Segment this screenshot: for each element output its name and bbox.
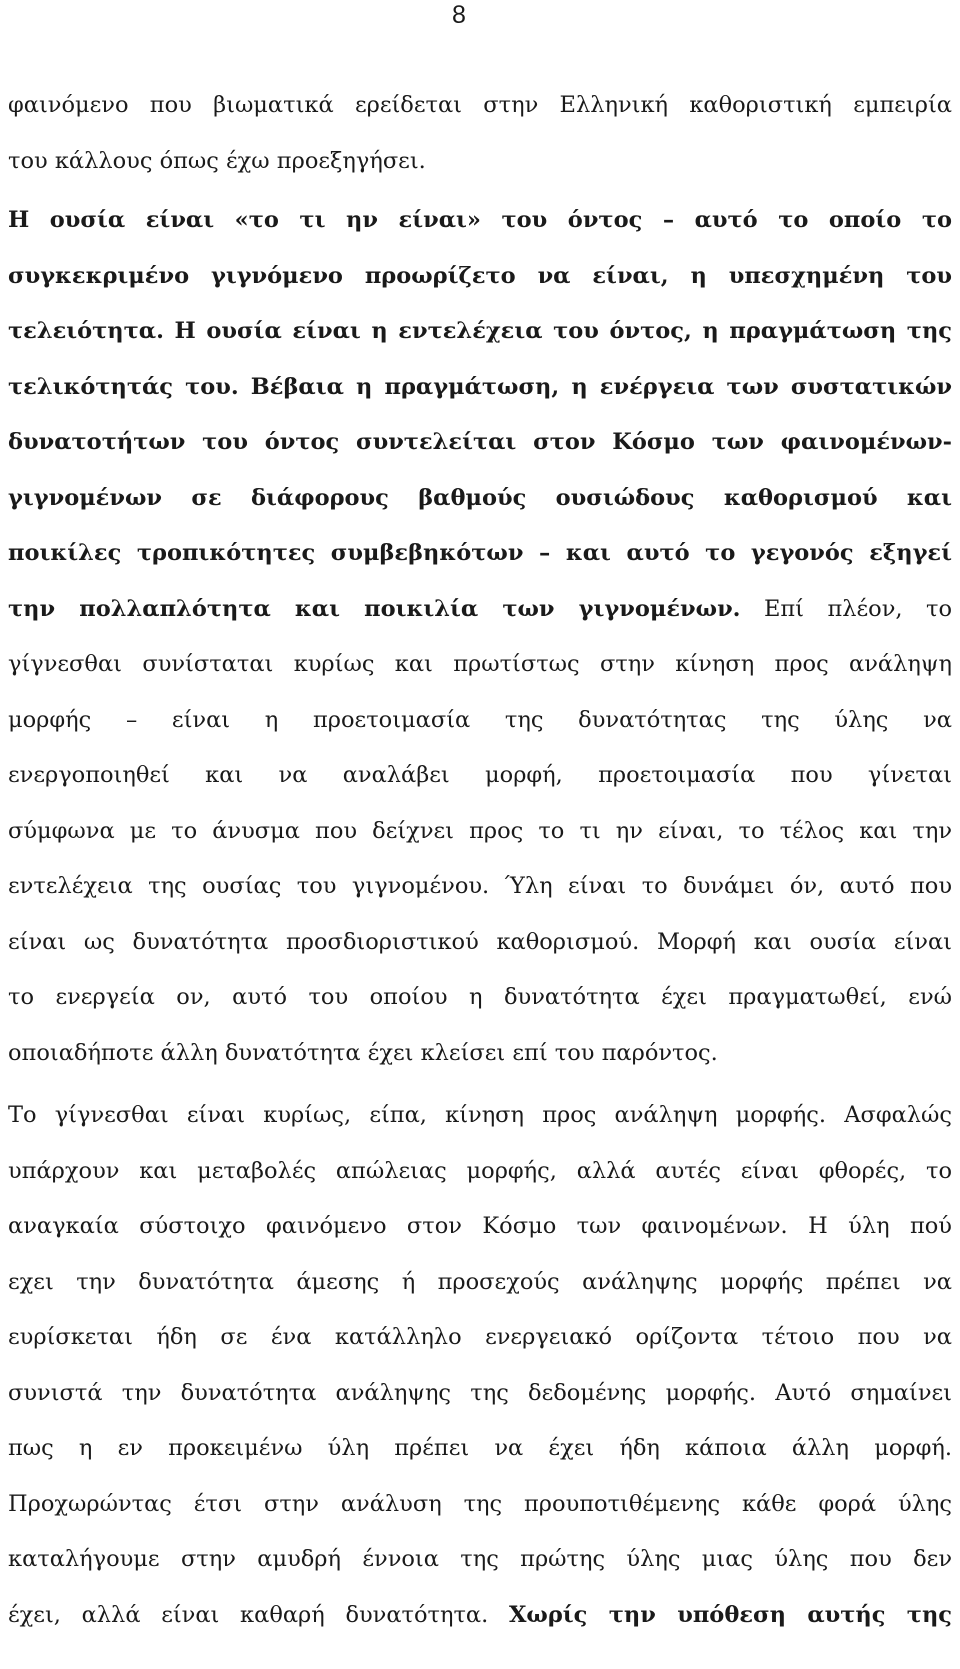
- paragraph: [8, 78, 952, 189]
- text-line: [8, 1026, 952, 1082]
- text-line: [8, 970, 952, 1026]
- text-segment: εχει την δυνατότητα άμεσης ή προσεχούς ανάληψης μορφής πρέπει να: [8, 1268, 952, 1295]
- text-line: [8, 1255, 952, 1311]
- text-segment: Επί πλέον, το: [740, 595, 952, 622]
- text-segment: συνιστά την δυνατότητα ανάληψης της δεδομένης μορφής. Αυτό σημαίνει: [8, 1379, 952, 1406]
- text-line: [8, 1199, 952, 1255]
- text-line: [8, 304, 952, 360]
- text-line: [8, 915, 952, 971]
- text-segment: πως η εν προκειμένω ύλη πρέπει να έχει ήδη κάποια άλλη μορφή.: [8, 1435, 952, 1461]
- text-line: [8, 1366, 952, 1422]
- text-segment: του κάλλους όπως έχω προεξηγήσει.: [8, 147, 426, 174]
- text-segment: οποιαδήποτε άλλη δυνατότητα έχει κλείσει επί του παρόντος.: [8, 1039, 718, 1066]
- paragraph: [8, 1088, 952, 1643]
- text-line: [8, 471, 952, 527]
- document-body: [8, 78, 952, 1643]
- text-segment: είναι ως δυνατότητα προσδιοριστικού καθορισμού. Μορφή και ουσία είναι: [8, 928, 952, 955]
- text-line: [8, 415, 952, 471]
- text-line: [8, 526, 952, 582]
- text-segment: έχει, αλλά είναι καθαρή δυνατότητα.: [8, 1601, 509, 1628]
- text-segment: εντελέχεια της ουσίας του γιγνομένου. Ύλη είναι το δυνάμει όν, αυτό που: [8, 873, 952, 899]
- text-line: [8, 360, 952, 416]
- bold-text-segment: συγκεκριμένο γιγνόμενο προωρίζετο να είναι, η υπεσχημένη του: [8, 262, 952, 289]
- bold-text-segment: τελικότητάς του. Βέβαια η πραγμάτωση, η ενέργεια των συστατικών: [8, 373, 952, 400]
- text-line: [8, 693, 952, 749]
- paragraph: [8, 193, 952, 1081]
- bold-text-segment: γιγνομένων σε διάφορους βαθμούς ουσιώδους καθορισμού και: [8, 484, 952, 511]
- text-line: [8, 1588, 952, 1644]
- text-line: [8, 748, 952, 804]
- text-line: [8, 582, 952, 638]
- text-line: [8, 78, 952, 134]
- bold-text-segment: Χωρίς την υπόθεση αυτής της: [508, 1601, 953, 1628]
- text-line: [8, 249, 952, 305]
- text-line: [8, 637, 952, 693]
- bold-text-segment: δυνατοτήτων του όντος συντελείται στον Κόσμο των φαινομένων-: [8, 429, 952, 455]
- text-segment: μορφής – είναι η προετοιμασία της δυνατότητας της ύλης να: [8, 706, 952, 733]
- bold-text-segment: την πολλαπλότητα και ποικιλία των γιγνομένων.: [8, 595, 741, 622]
- text-line: [8, 1088, 952, 1144]
- text-segment: το ενεργεία ον, αυτό του οποίου η δυνατότητα έχει πραγματωθεί, ενώ: [8, 984, 952, 1010]
- text-segment: αναγκαία σύστοιχο φαινόμενο στον Κόσμο των φαινομένων. Η ύλη πού: [8, 1213, 952, 1239]
- text-line: [8, 193, 952, 249]
- text-segment: Προχωρώντας έτσι στην ανάλυση της προυποτιθέμενης κάθε φορά ύλης: [8, 1490, 952, 1517]
- text-segment: υπάρχουν και μεταβολές απώλειας μορφής, αλλά αυτές είναι φθορές, το: [8, 1157, 952, 1184]
- text-line: [8, 804, 952, 860]
- text-segment: σύμφωνα με το άνυσμα που δείχνει προς το τι ην είναι, το τέλος και την: [8, 817, 952, 844]
- text-segment: φαινόμενο που βιωματικά ερείδεται στην Ελληνική καθοριστική εμπειρία: [8, 92, 952, 118]
- bold-text-segment: τελειότητα. Η ουσία είναι η εντελέχεια του όντος, η πραγμάτωση της: [8, 318, 952, 344]
- text-line: [8, 1421, 952, 1477]
- text-segment: καταλήγουμε στην αμυδρή έννοια της πρώτης ύλης μιας ύλης που δεν: [8, 1546, 952, 1572]
- text-line: [8, 1477, 952, 1533]
- text-line: [8, 859, 952, 915]
- bold-text-segment: Η ουσία είναι «το τι ην είναι» του όντος – αυτό το οποίο το: [8, 207, 952, 233]
- text-segment: Το γίγνεσθαι είναι κυρίως, είπα, κίνηση προς ανάληψη μορφής. Ασφαλώς: [8, 1102, 952, 1128]
- text-line: [8, 1532, 952, 1588]
- bold-text-segment: ποικίλες τροπικότητες συμβεβηκότων – και αυτό το γεγονός εξηγεί: [8, 540, 952, 566]
- text-segment: ευρίσκεται ήδη σε ένα κατάλληλο ενεργειακό ορίζοντα τέτοιο που να: [8, 1324, 952, 1350]
- page-number: 8: [452, 1, 466, 29]
- text-line: [8, 1310, 952, 1366]
- text-line: [8, 134, 952, 190]
- text-segment: ενεργοποιηθεί και να αναλάβει μορφή, προετοιμασία που γίνεται: [8, 762, 952, 788]
- text-segment: γίγνεσθαι συνίσταται κυρίως και πρωτίστως στην κίνηση προς ανάληψη: [8, 651, 952, 677]
- text-line: [8, 1144, 952, 1200]
